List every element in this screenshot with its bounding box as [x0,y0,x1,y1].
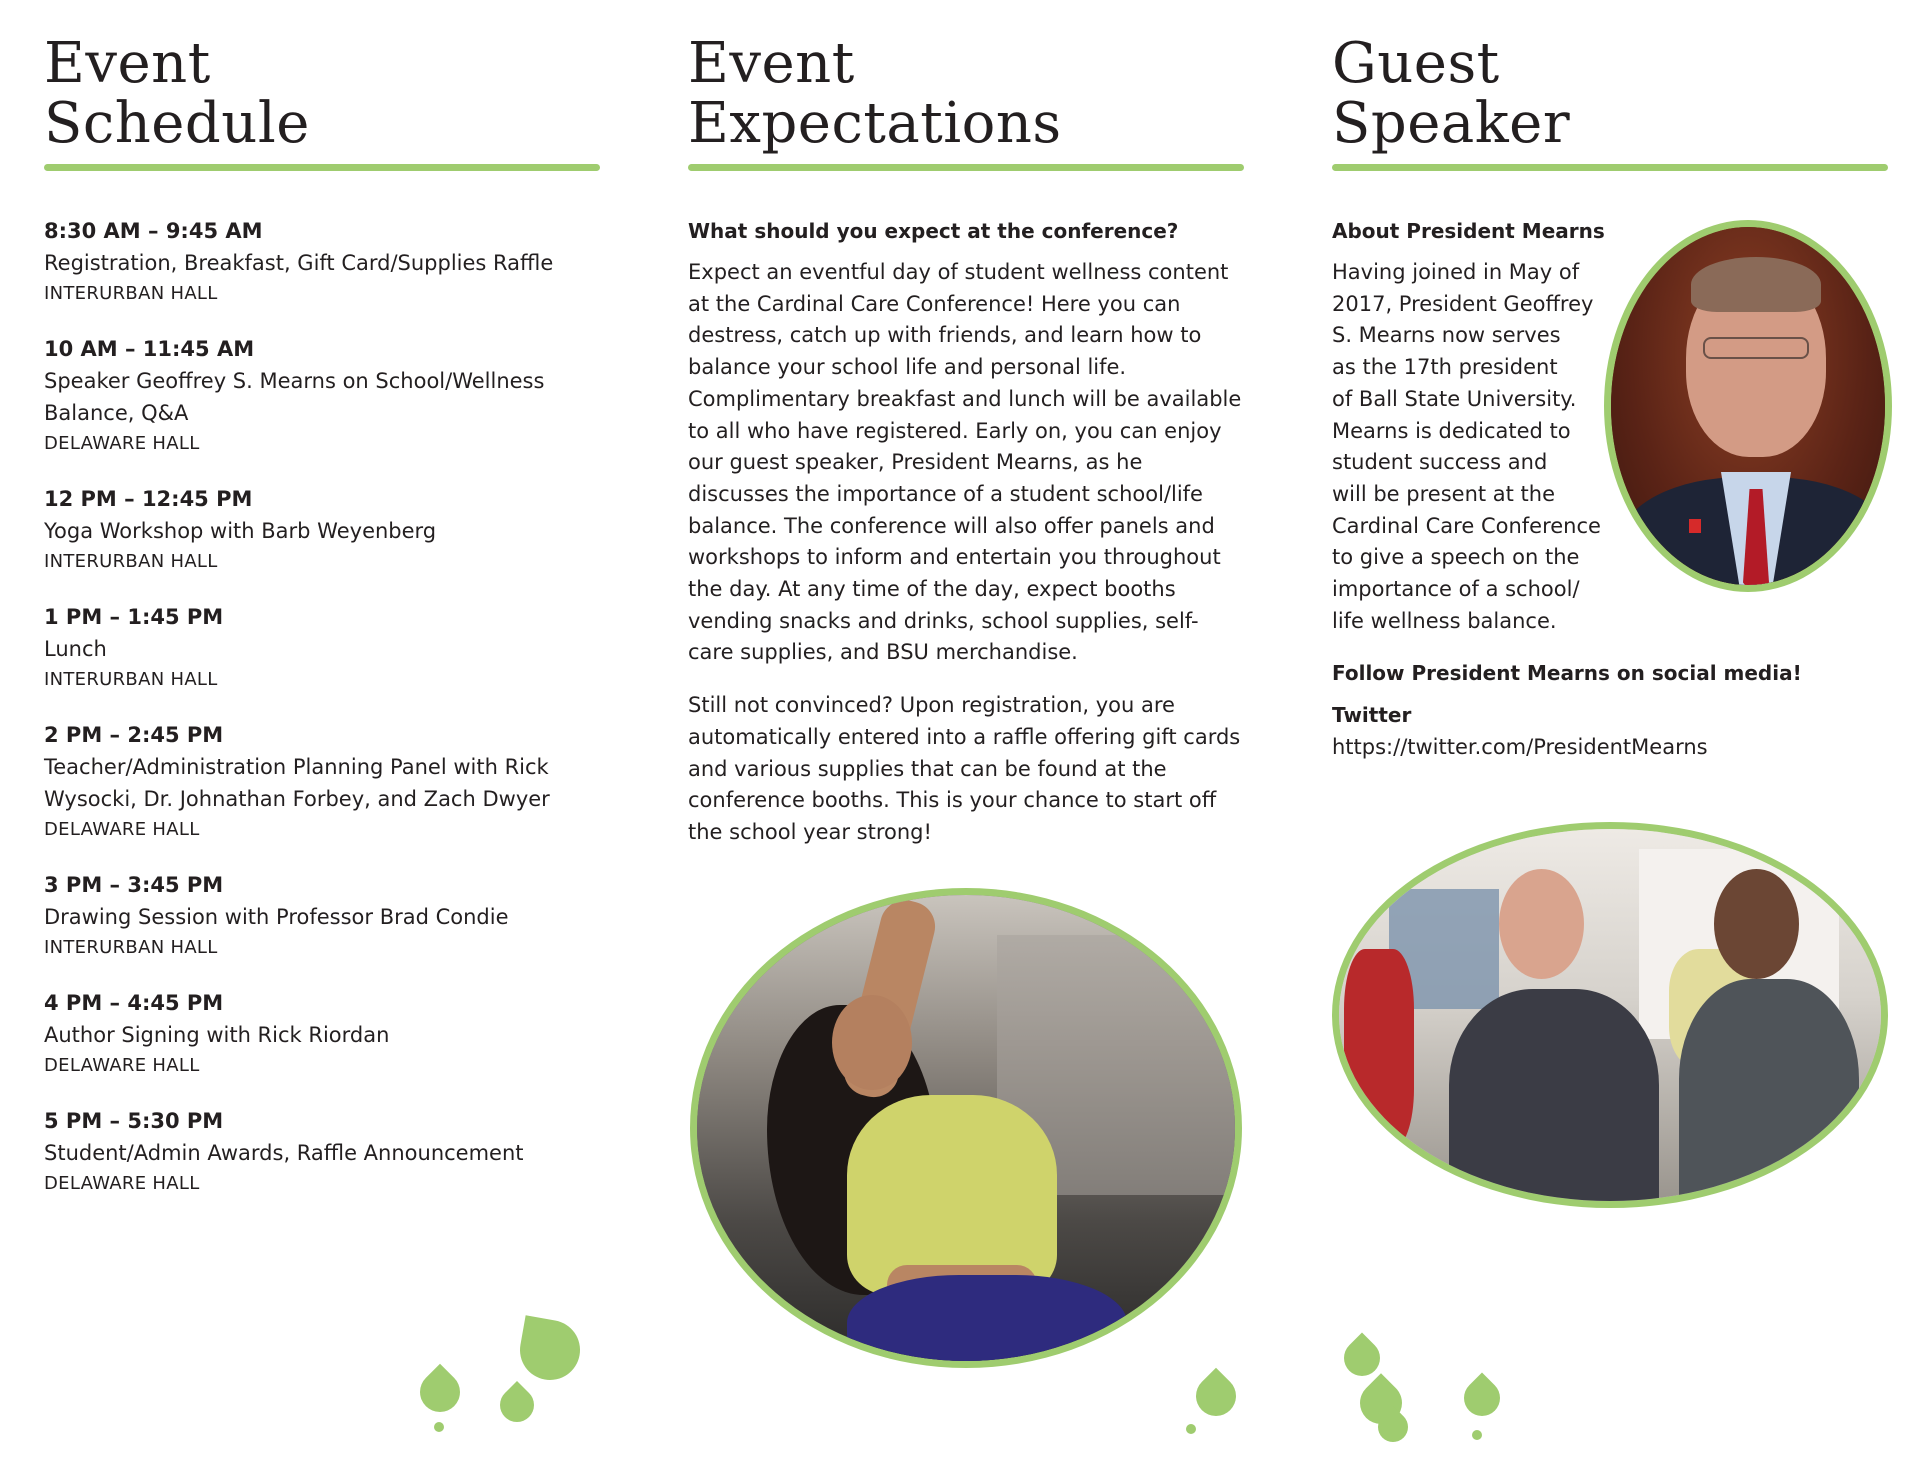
speaker-divider [1332,164,1888,171]
event-schedule-column [44,0,600,1484]
schedule-description: Student/Admin Awards, Raffle Announcement [44,1141,524,1165]
schedule-time: 1 PM – 1:45 PM [44,605,224,629]
bio-line: to give a speech on the [1332,545,1580,570]
bio-line: importance of a school/ [1332,577,1580,602]
bio-line: as the 17th president [1332,355,1558,380]
schedule-location: DELAWARE HALL [44,433,200,454]
bio-line: Having joined in May of [1332,260,1580,284]
follow-title: Follow President Mearns on social media! [1332,661,1802,686]
schedule-item [44,719,600,845]
leaf-icon [434,1422,444,1432]
schedule-item [44,601,600,695]
schedule-heading-line1: Event [44,31,211,96]
bio-line: 2017, President Geoffrey [1332,291,1594,316]
bio-line: student success and [1332,450,1548,475]
yoga-photo [690,888,1242,1368]
bio-line: Mearns is dedicated to [1332,418,1571,443]
schedule-item [44,987,600,1081]
schedule-time: 12 PM – 12:45 PM [44,487,253,511]
twitter-link[interactable]: https://twitter.com/PresidentMearns [1332,735,1708,760]
bio-line: Cardinal Care Conference [1332,513,1601,538]
twitter-label: Twitter [1332,703,1412,728]
bio-line: S. Mearns now serves [1332,323,1561,348]
schedule-description: Teacher/Administration Planning Panel with Rick Wysocki, Dr. Johnathan Forbey, and Zach Dwyer [44,755,550,811]
schedule-time: 2 PM – 2:45 PM [44,723,224,747]
bio-line: life wellness balance. [1332,608,1557,633]
schedule-time: 10 AM – 11:45 AM [44,337,255,361]
schedule-description: Yoga Workshop with Barb Weyenberg [44,519,437,543]
speaker-heading-line2: Speaker [1332,91,1571,156]
schedule-description: Author Signing with Rick Riordan [44,1023,390,1047]
schedule-location: INTERURBAN HALL [44,283,218,304]
expectations-paragraph-1: Expect an eventful day of student wellness content at the Cardinal Care Conference! Here you can destress, catch up with friends, and learn how to balance your school life and personal life. Complimentary breakfast and lunch will be available to all who have registered. Early on, you can enjoy our guest speaker, President Mearns, as he discusses the importance of a student school/life balance. The conference will also offer panels and workshops to inform and entertain you throughout the day. At any time of the day, expect booths vending snacks and drinks, school supplies, self-care supplies, and BSU merchandise. [688,260,1242,665]
leaf-icon [1472,1430,1482,1440]
expectations-heading-line2: Expectations [688,91,1062,156]
schedule-divider [44,164,600,171]
schedule-time: 3 PM – 3:45 PM [44,873,224,897]
bio-line: will be present at the [1332,481,1556,506]
schedule-time: 4 PM – 4:45 PM [44,991,224,1015]
schedule-time: 5 PM – 5:30 PM [44,1109,224,1133]
schedule-heading-line2: Schedule [44,91,310,156]
schedule-location: DELAWARE HALL [44,1173,200,1194]
expectations-question: What should you expect at the conference? [688,219,1179,243]
expectations-heading [688,31,1244,156]
bio-line: of Ball State University. [1332,386,1577,411]
schedule-description: Lunch [44,637,107,661]
schedule-list [44,215,600,1199]
schedule-description: Speaker Geoffrey S. Mearns on School/Wellness Balance, Q&A [44,369,545,425]
schedule-location: DELAWARE HALL [44,819,200,840]
expectations-paragraph-2: Still not convinced? Upon registration, you are automatically entered into a raffle offering gift cards and various supplies that can be found at the conference booths. This is your chance to start off the school year strong! [688,693,1241,844]
schedule-location: INTERURBAN HALL [44,669,218,690]
schedule-item [44,333,600,459]
speaker-heading [1332,31,1888,156]
about-title: About President Mearns [1332,219,1605,243]
schedule-item [44,1105,600,1199]
schedule-location: INTERURBAN HALL [44,937,218,958]
guest-speaker-column [1332,0,1888,1484]
president-with-students-photo [1332,822,1888,1208]
schedule-item [44,215,600,309]
speaker-heading-line1: Guest [1332,31,1500,96]
schedule-description: Registration, Breakfast, Gift Card/Supplies Raffle [44,251,554,275]
president-portrait-photo [1604,220,1892,592]
schedule-item [44,869,600,963]
leaf-icon [1186,1424,1196,1434]
schedule-description: Drawing Session with Professor Brad Condie [44,905,509,929]
expectations-heading-line1: Event [688,31,855,96]
schedule-item [44,483,600,577]
expectations-divider [688,164,1244,171]
schedule-time: 8:30 AM – 9:45 AM [44,219,263,243]
schedule-heading [44,31,600,156]
schedule-location: INTERURBAN HALL [44,551,218,572]
schedule-location: DELAWARE HALL [44,1055,200,1076]
